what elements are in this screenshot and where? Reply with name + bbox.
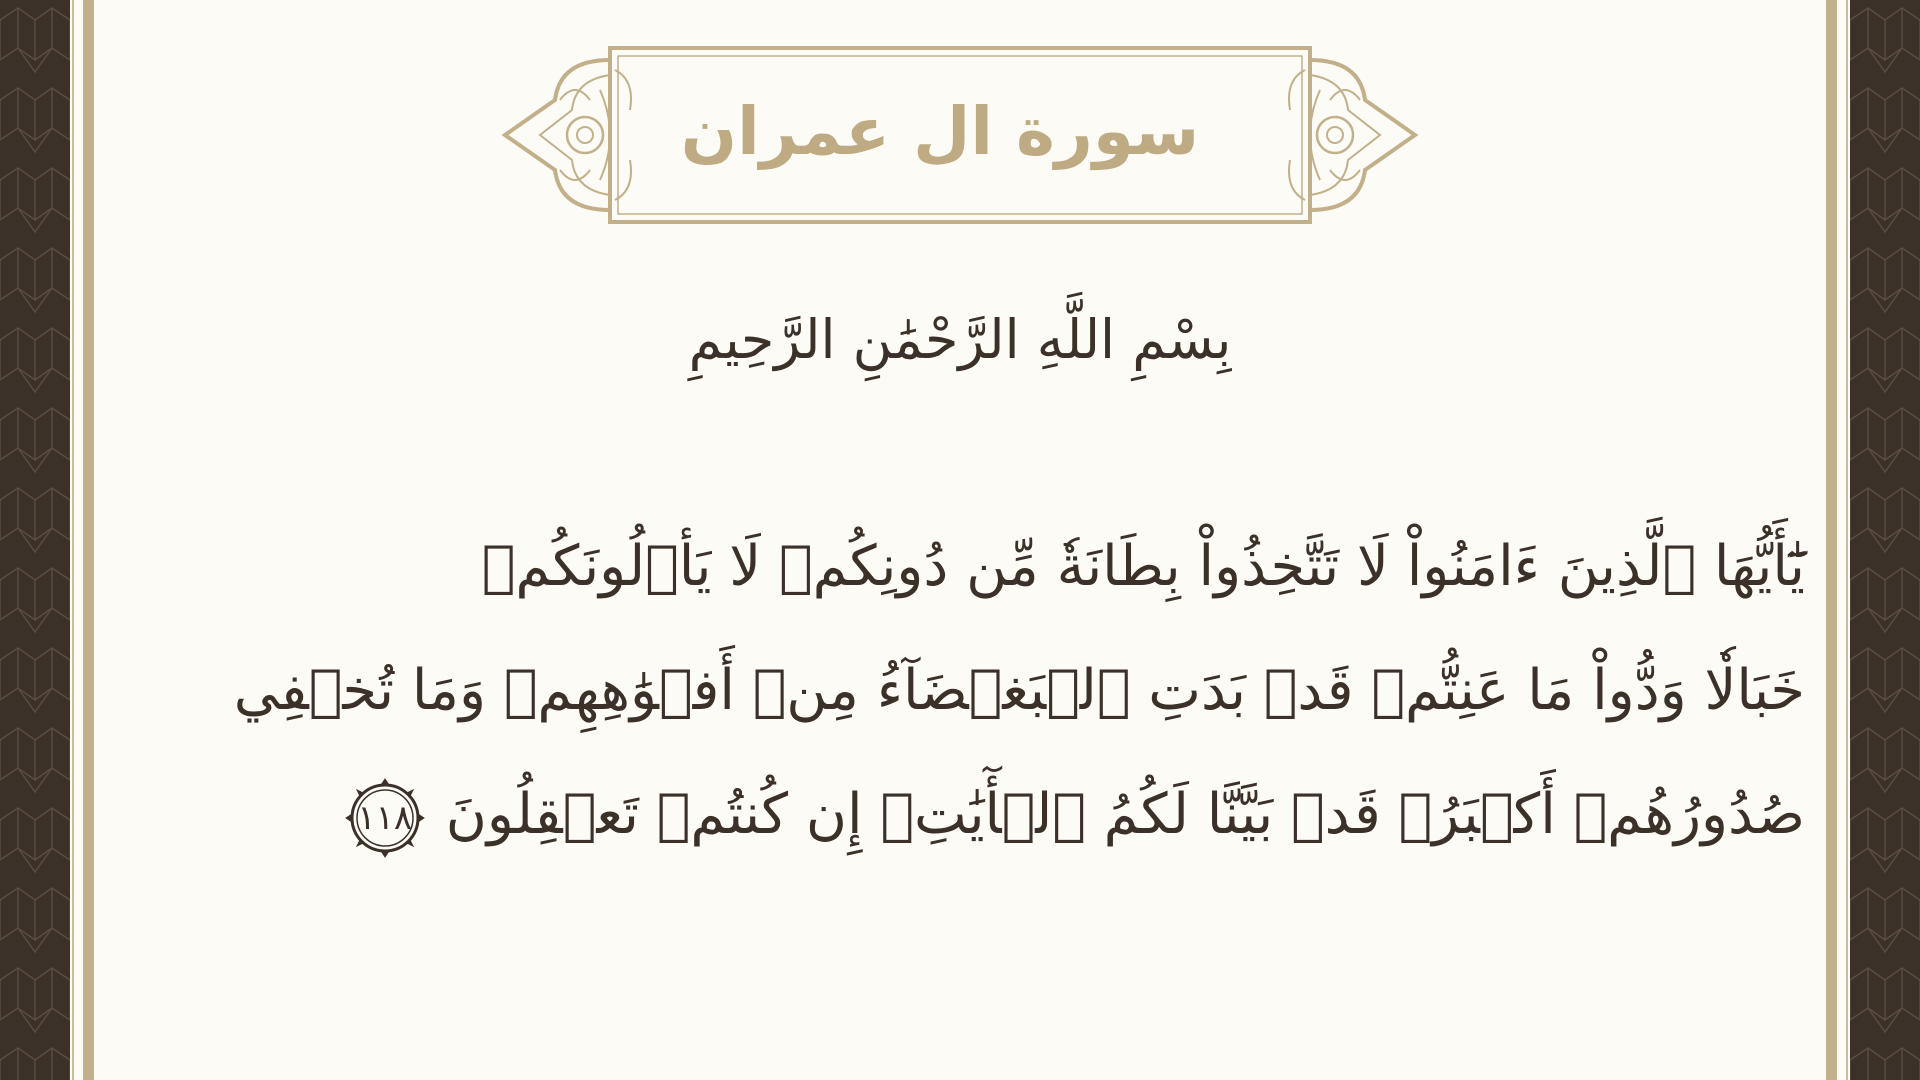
verse-line-text: صُدُورُهُمۡ أَكۡبَرُۚ قَدۡ بَيَّنَّا لَكُمُ ٱلۡأٓيَٰتِۖ إِن كُنتُمۡ تَعۡقِلُونَ [445,782,1805,847]
left-thin-rule [72,0,74,1080]
verse-line-last [340,753,1805,877]
ayah-end-rosette-icon [342,775,428,861]
verse-line: خَبَالٗا وَدُّواْ مَا عَنِتُّمۡ قَدۡ بَدَتِ ٱلۡبَغۡضَآءُ مِنۡ أَفۡوَٰهِهِمۡ وَمَا تُخۡفِي [233,658,1805,723]
ayah-number: ١١٨ [357,797,413,838]
right-ornamental-border [1850,0,1920,1080]
surah-title: سورة ال عمران [680,93,1200,170]
verse-line: يَٰٓأَيُّهَا ٱلَّذِينَ ءَامَنُواْ لَا تَتَّخِذُواْ بِطَانَةٗ مِّن دُونِكُمۡ لَا يَأۡلُونَكُمۡ [481,534,1805,599]
left-ornamental-border [0,0,70,1080]
verse-text [233,505,1805,877]
left-gold-rule [83,0,94,1080]
right-gold-rule [1826,0,1837,1080]
basmala: بِسْمِ اللَّهِ الرَّحْمَٰنِ الرَّحِيمِ [688,308,1232,371]
right-thin-rule [1846,0,1848,1080]
